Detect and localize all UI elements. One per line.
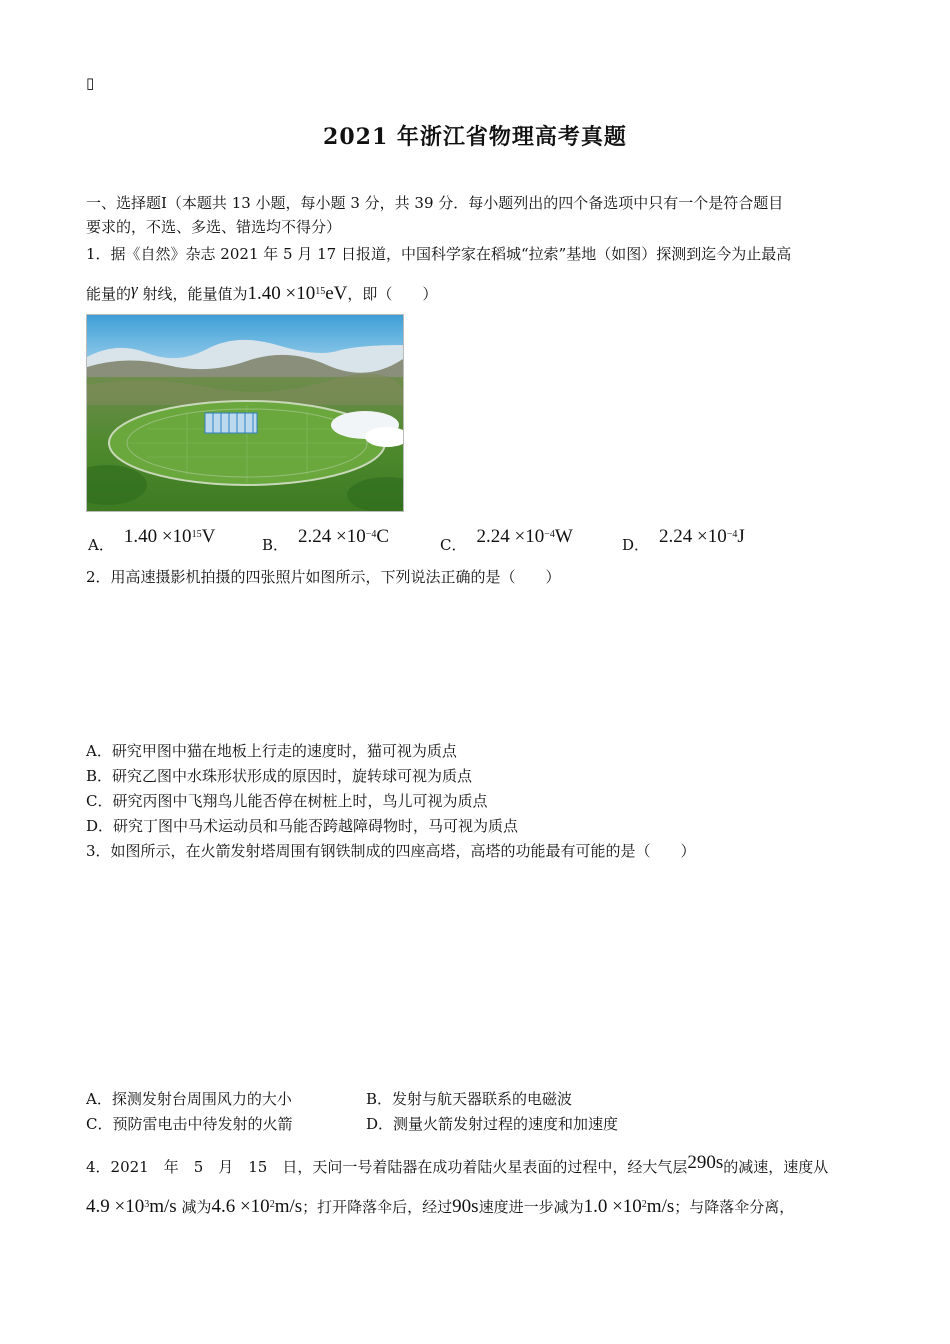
q3-stem: 3．如图所示，在火箭发射塔周围有钢铁制成的四座高塔，高塔的功能最有可能的是（ ）	[86, 842, 696, 860]
q4-time-1: 290s	[687, 1152, 724, 1173]
q1-energy-value: $1.40 \times 10^{15}eV$	[247, 283, 348, 304]
q4-text-mid2: 速度进一步减为	[478, 1198, 584, 1216]
q1-stem-line-2	[86, 280, 437, 305]
q4-velocity-2: $4.6 \times 10^2m/s$	[211, 1196, 303, 1217]
lhaaso-base-photo	[86, 314, 404, 512]
q1-text-mid: 射线，能量值为	[142, 285, 248, 303]
q3-option-b: B．发射与航天器联系的电磁波	[366, 1090, 573, 1108]
q1-text-pre: 能量的	[86, 285, 132, 303]
q3-option-d: D．测量火箭发射过程的速度和加速度	[366, 1115, 619, 1133]
page-title: 2021 年浙江省物理高考真题	[323, 124, 627, 150]
q4-text-mid: ；打开降落伞后，经过	[302, 1198, 453, 1216]
q1-option-a: A． $1.40 \times 10^{15}V$	[88, 526, 216, 554]
q3-option-a: A．探测发射台周围风力的大小	[86, 1090, 292, 1108]
q4-time-2: 90s	[452, 1196, 479, 1217]
gamma-symbol: γ	[131, 280, 138, 299]
q4-line-1	[86, 1152, 828, 1177]
q4-velocity-1: $4.9 \times 10^3m/s$	[86, 1196, 177, 1217]
section-intro-line-1: 一、选择题Ⅰ（本题共 13 小题，每小题 3 分，共 39 分．每小题列出的四个备选项中只有一个是符合题目	[86, 194, 784, 212]
header-glyph: ▯	[86, 74, 95, 92]
q4-text-to: 减为	[181, 1198, 212, 1216]
q1-option-d: D． $2.24 \times 10^{-4}J$	[622, 526, 745, 554]
section-intro-line-2: 要求的，不选、多选、错选均不得分）	[86, 218, 342, 236]
q1-text-end: ，即（ ）	[347, 285, 438, 303]
q2-stem: 2．用高速摄影机拍摄的四张照片如图所示，下列说法正确的是（ ）	[86, 568, 561, 586]
q2-option-b: B．研究乙图中水珠形状形成的原因时，旋转球可视为质点	[86, 767, 473, 785]
q4-text-post: 的减速，速度从	[723, 1158, 829, 1176]
q1-option-b: B． $2.24 \times 10^{-4}C$	[262, 526, 390, 554]
q2-option-d: D．研究丁图中马术运动员和马能否跨越障碍物时，马可视为质点	[86, 817, 519, 835]
q4-velocity-3: $1.0 \times 10^2m/s$	[583, 1196, 675, 1217]
q1-stem-line-1: 1．据《自然》杂志 2021 年 5 月 17 日报道，中国科学家在稻城“拉索”基地（如图）探测到迄今为止最高	[86, 245, 792, 263]
q3-option-c: C．预防雷电击中待发射的火箭	[86, 1115, 293, 1133]
q2-option-c: C．研究丙图中飞翔鸟儿能否停在树桩上时，鸟儿可视为质点	[86, 792, 488, 810]
q4-line-2	[86, 1196, 794, 1218]
q4-text-end: ；与降落伞分离，	[674, 1198, 795, 1216]
q2-option-a: A．研究甲图中猫在地板上行走的速度时，猫可视为质点	[86, 742, 457, 760]
q1-option-c: C． $2.24 \times 10^{-4}W$	[440, 526, 573, 554]
q4-text-pre: 4．2021 年 5 月 15 日，天问一号着陆器在成功着陆火星表面的过程中，经大气层	[86, 1158, 688, 1176]
